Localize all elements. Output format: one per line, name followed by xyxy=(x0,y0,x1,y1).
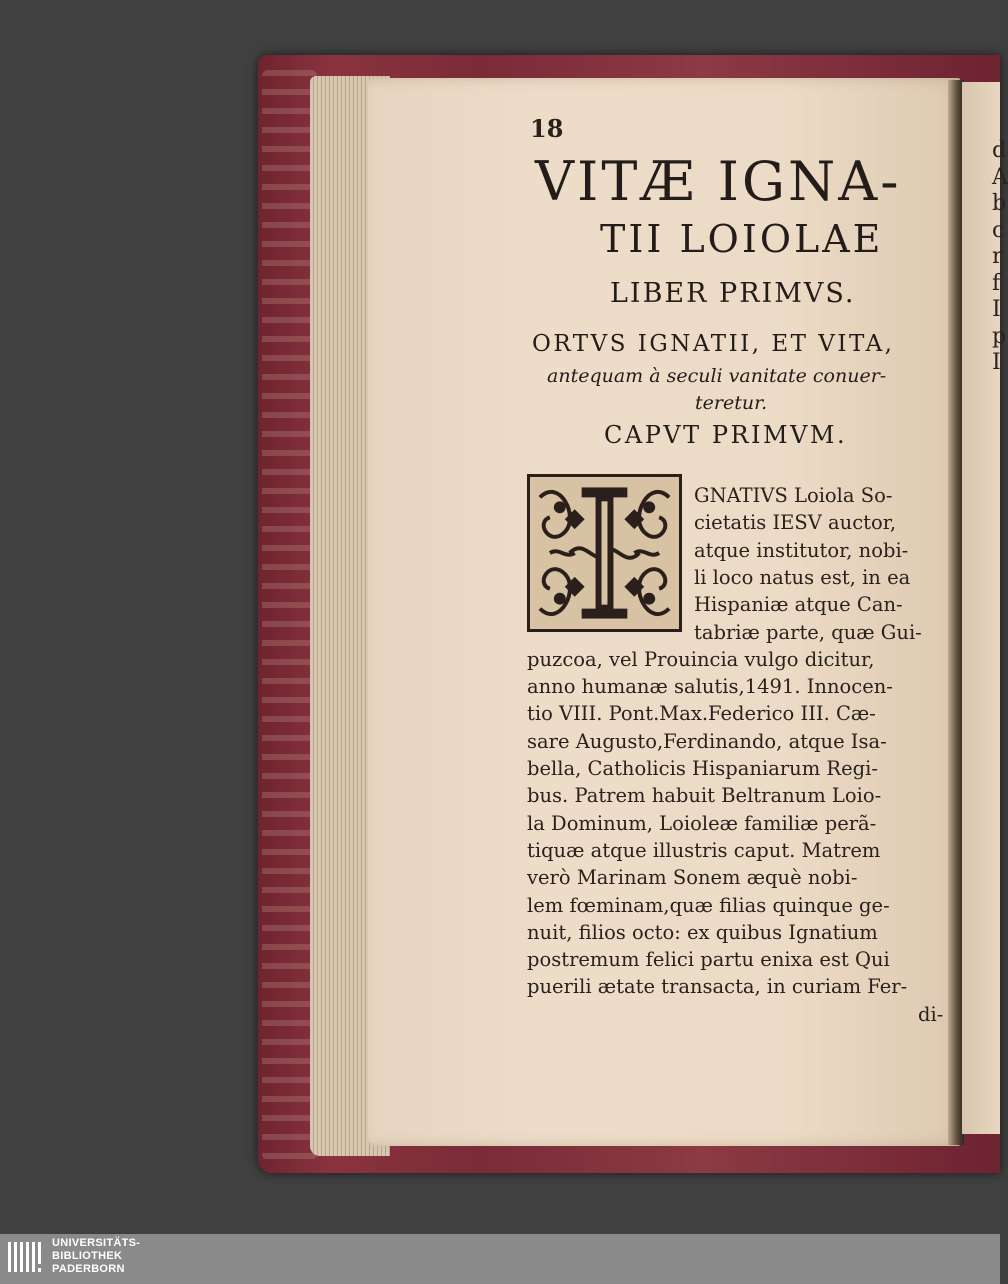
logo-line-3: PADERBORN xyxy=(52,1263,125,1275)
next-page-fragment: p xyxy=(992,323,1007,349)
cover-worn-edge xyxy=(262,70,317,1160)
next-page-fragment: d xyxy=(992,138,1007,163)
body-line: anno humanæ salutis,1491. Innocen- xyxy=(527,675,893,699)
next-page-fragment: A xyxy=(992,164,1008,190)
body-line: tiquæ atque illustris caput. Matrem xyxy=(527,838,881,862)
body-line: tio VIII. Pont.Max.Federico III. Cæ- xyxy=(527,702,876,726)
next-page-fragment: I xyxy=(992,350,1001,375)
subtitle-line-1: ORTVS IGNATII, ET VITA, xyxy=(532,331,895,357)
body-line: verò Marinam Sonem æquè nobi- xyxy=(527,866,858,890)
body-line: bus. Patrem habuit Beltranum Loio- xyxy=(527,784,882,808)
library-logo-icon xyxy=(6,1238,46,1280)
next-page-edge xyxy=(962,82,1008,1134)
next-page-fragments xyxy=(962,138,1008,377)
body-line: sare Augusto,Ferdinando, atque Isa- xyxy=(527,729,887,753)
logo-line-2: BIBLIOTHEK xyxy=(52,1250,123,1262)
body-line: postremum felici partu enixa est Qui xyxy=(527,948,890,972)
next-page-fragment: b xyxy=(992,191,1007,216)
title-line-1: VITÆ IGNA- xyxy=(535,150,902,213)
body-line: tabriæ parte, quæ Gui- xyxy=(694,620,922,644)
body-line: nuit, filios octo: ex quibus Ignatium xyxy=(527,920,878,944)
next-page-fragment: I xyxy=(992,297,1001,322)
body-line: li loco natus est, in ea xyxy=(694,565,911,589)
body-line: bella, Catholicis Hispaniarum Regi- xyxy=(527,757,878,780)
body-line: puerili ætate transacta, in curiam Fer- xyxy=(527,975,908,999)
title-line-2: TII LOIOLAE xyxy=(600,217,884,261)
body-line: Hispaniæ atque Can- xyxy=(694,593,903,617)
footer-bar xyxy=(0,1234,1000,1284)
body-line: puzcoa, vel Prouincia vulgo dicitur, xyxy=(527,647,875,671)
subtitle-line-2: antequam à seculi vanitate conuer- xyxy=(547,365,887,387)
decorated-initial xyxy=(527,474,682,632)
ornament-initial-icon xyxy=(530,477,679,629)
liber-heading: LIBER PRIMVS. xyxy=(610,278,856,309)
body-line: GNATIVS Loiola So- xyxy=(694,484,893,507)
next-page-fragment: c xyxy=(992,217,1005,243)
body-line: di- xyxy=(918,1002,944,1026)
body-line: atque institutor, nobi- xyxy=(694,538,909,562)
body-line: cietatis IESV auctor, xyxy=(694,511,897,535)
next-page-fragment: f xyxy=(992,270,1001,296)
subtitle-line-3: teretur. xyxy=(695,392,768,414)
body-line: lem fœminam,quæ filias quinque ge- xyxy=(527,893,890,917)
library-logo-text xyxy=(52,1237,140,1276)
body-line: la Dominum, Loioleæ familiæ perã- xyxy=(527,811,877,835)
caput-heading: CAPVT PRIMVM. xyxy=(604,421,848,449)
next-page-fragment: r xyxy=(992,244,1003,269)
logo-line-1: UNIVERSITÄTS- xyxy=(52,1237,141,1249)
page-number: 18 xyxy=(530,114,564,143)
